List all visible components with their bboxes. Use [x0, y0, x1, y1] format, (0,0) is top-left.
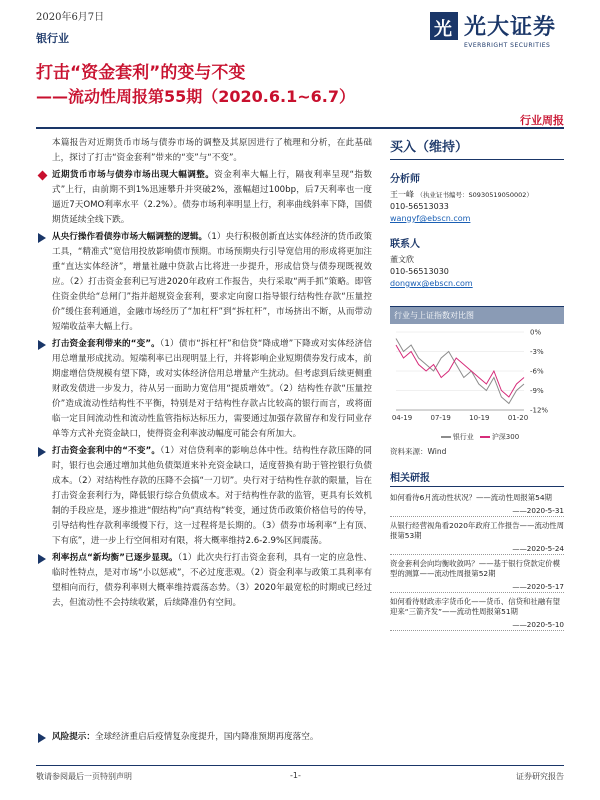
logo-mark: [430, 12, 458, 40]
intro-paragraph: [36, 136, 372, 166]
bullet-1-text: 资金利率大幅上行，隔夜利率呈现“指数式”上行，由前期不到1%迅速攀升并突破2%，涨幅超过100bp，后7天利率也一度逼近7天OMO利率水平（2.2%）。债券市场利率明显上行，利率曲线斜率下降，国债期货延续全线下跌。: [52, 170, 372, 225]
header-divider: [36, 127, 564, 129]
x-tick-label: 01-20: [507, 414, 529, 422]
x-tick-label: 07-19: [430, 414, 451, 422]
related-report-date: ——2020-5-10: [390, 620, 564, 631]
contact-heading: 联系人: [390, 239, 420, 250]
related-report-date: ——2020-5-31: [390, 506, 564, 517]
chart-legend: [390, 432, 564, 442]
legend-label: 沪深300: [491, 433, 520, 441]
related-report-link[interactable]: 资金套利会向均衡收敛吗？——基于银行贷款定价模型的测算——流动性周报第52期: [390, 558, 560, 578]
report-type-label: 行业周报: [520, 114, 564, 127]
chart-title: 行业与上证指数对比图: [390, 307, 564, 324]
sidebar: [390, 136, 564, 635]
footer-doc-type: 证券研究报告: [516, 772, 564, 781]
analyst-heading: 分析师: [390, 174, 420, 185]
main-body: [36, 136, 372, 613]
risk-text: 全球经济重启后疫情复杂度提升，国内降准预期再度落空。: [94, 732, 319, 742]
related-report-date: ——2020-5-24: [390, 544, 564, 555]
related-report-link[interactable]: 如何看待6月流动性状况？——流动性周报第54期: [390, 493, 552, 502]
bullet-triangle-icon: [38, 733, 46, 743]
bullet-paragraph-3: [36, 337, 372, 442]
report-date: 2020年6月7日: [36, 12, 105, 23]
logo-text-en: EVERBRIGHT SECURITIES: [464, 42, 551, 49]
bullet-1-heading: 近期货币市场与债券市场出现大幅调整。: [52, 170, 215, 180]
risk-heading: 风险提示：: [52, 732, 95, 742]
bullet-5-text: （1）此次央行打击资金套利，具有一定的应急性、临时性特点，是对市场“小以惩戒”，不必过度悲观。（2）资金利率与政策工具利率有望相向而行，债券利率则大概率维持震荡态势。（3）2020年最宽松的时期或已经过去，但流动性不会持续收紧，后续降准仍有空间。: [52, 553, 373, 608]
rating-label: 买入（维持）: [390, 136, 564, 160]
x-tick-label: 04-19: [391, 414, 413, 422]
y-tick-label: -6%: [530, 367, 544, 376]
bullet-triangle-icon: [38, 340, 46, 350]
industry-label: 银行业: [36, 32, 69, 45]
y-tick-label: -12%: [530, 406, 549, 415]
contact-info: [390, 254, 564, 290]
chart-source: 资料来源：Wind: [390, 447, 447, 456]
legend-swatch: [480, 436, 490, 438]
related-heading: 相关研报: [390, 469, 564, 487]
y-tick-label: -9%: [530, 387, 544, 395]
related-report-link[interactable]: 从银行经营视角看2020年政府工作报告——流动性周报第53期: [390, 520, 565, 540]
footer-divider: [36, 765, 564, 766]
chart-plot: [390, 324, 564, 430]
related-list: [390, 493, 564, 631]
bullet-4-text: （1）对信贷利率的影响总体中性。结构性存款压降的同时，银行也会通过增加其他负债渠道来补充资金缺口，适度替换有助于管控银行负债成本。（2）对结构性存款的压降不会搞“一刀切”。央行对于结构性存款的限量，旨在打击资金套利行为，降低银行综合负债成本。对于结构性存款的监管，更具有长效机制的手段应是，逐步推进“假结构”向“真结构”转变，通过货币政策价格信号的传导，引导结构性存款利率缓慢下行，这一过程将是长期的。（3）债券市场利率“上有顶、下有底”，进一步上行空间相对有限，将大概率维持2.6-2.9%区间震荡。: [52, 446, 373, 546]
bullet-4-heading: 打击资金套利中的“不变”。: [52, 446, 161, 456]
logo-mark-char: 光: [434, 19, 452, 40]
bullet-triangle-icon: [38, 554, 46, 564]
bullet-triangle-icon: [38, 233, 46, 243]
analyst-phone: 010-56513033: [390, 202, 449, 211]
report-title: 打击“资金套利”的变与不变: [36, 63, 246, 83]
legend-swatch: [441, 436, 451, 438]
bullet-paragraph-5: [36, 551, 372, 611]
risk-warning: [36, 730, 372, 745]
bullet-5-heading: 利率拐点“新均衡”已逐步显现。: [52, 553, 178, 563]
page-number: -1-: [290, 771, 301, 780]
logo-text-cn: 光大证券: [464, 15, 557, 40]
comparison-chart: [390, 306, 564, 457]
bullet-paragraph-1: [36, 168, 372, 228]
contact-email-link[interactable]: dongwx@ebscn.com: [390, 279, 473, 288]
analyst-info: [390, 189, 564, 225]
analyst-name: 王一峰: [390, 190, 414, 199]
related-reports: [390, 469, 564, 631]
bullet-2-text: （1）央行积极创新直达实体经济的货币政策工具，“精准式”宽信用投放影响债市预期。市场预期央行引导宽信用的形成将更加注重“直达实体经济”，增量社融中贷款占比将进一步提升，形成信贷与债券现既视效应。（2）打击资金套利已写进2020年政府工作报告，央行采取“两手抓”策略。即管住资金供给“总闸门”指并超规资金套利，要求定向窗口指导银行结构性存款“压量控价”缓住套利通道，金融市场经历了“加杠杆”到“拆杠杆”，市场挤出不断，从而带动短端收益率大幅上行。: [52, 232, 372, 332]
bullet-triangle-icon: [38, 447, 46, 457]
bullet-3-heading: 打击资金套利带来的“变”。: [52, 339, 160, 349]
intro-text: 本篇报告对近期货币市场与债券市场的调整及其原因进行了梳理和分析，在此基础上，探讨了打击“资金套利”带来的“变”与“不变”。: [52, 138, 372, 163]
analyst-cert: （执业证书编号：S0930519050002）: [416, 191, 533, 199]
legend-label: 银行业: [452, 433, 474, 441]
footer-disclaimer: 敬请参阅最后一页特别声明: [36, 772, 132, 781]
bullet-paragraph-2: [36, 230, 372, 335]
contact-name: 董文欣: [390, 255, 414, 264]
bullet-diamond-icon: [38, 171, 48, 181]
contact-phone: 010-56513030: [390, 267, 449, 276]
x-tick-label: 10-19: [469, 414, 490, 422]
y-tick-label: -3%: [530, 348, 544, 356]
bullet-2-heading: 从央行操作看债券市场大幅调整的逻辑。: [52, 232, 208, 242]
bullet-3-text: （1）债市“拆杠杆”和信贷“降成增”下降或对实体经济信用总增量形成扰动。短端利率已出现明显上行，并将影响企业短期债券发行成本，前期虚增信贷规模有望下降，或对实体经济信用总增量产生扰动。但考虑到后续更侧重财政发债进一步发力，待从另一面助力宽信用“提质增效”。（2）结构性存款“压量控价”造成流动性结构性不平衡，特别是对于结构性存款占比较高的银行而言，或将面临一定目间流动性和流动性监管指标达标压力，需要通过加强存款留存和发行同业存单等方式补充资金缺口，使得资金利率波动幅度可能会有所加大。: [52, 339, 372, 439]
analyst-email-link[interactable]: wangyf@ebscn.com: [390, 214, 471, 223]
y-tick-label: 0%: [530, 328, 542, 337]
bullet-paragraph-4: [36, 444, 372, 549]
related-report-date: ——2020-5-17: [390, 582, 564, 593]
company-logo: [430, 10, 560, 54]
report-subtitle: ——流动性周报第55期（2020.6.1~6.7）: [36, 87, 355, 106]
related-report-link[interactable]: 如何看待财政赤字货币化——货币、信贷和社融有望迎来“三箭齐发”——流动性周报第51期: [390, 596, 560, 616]
